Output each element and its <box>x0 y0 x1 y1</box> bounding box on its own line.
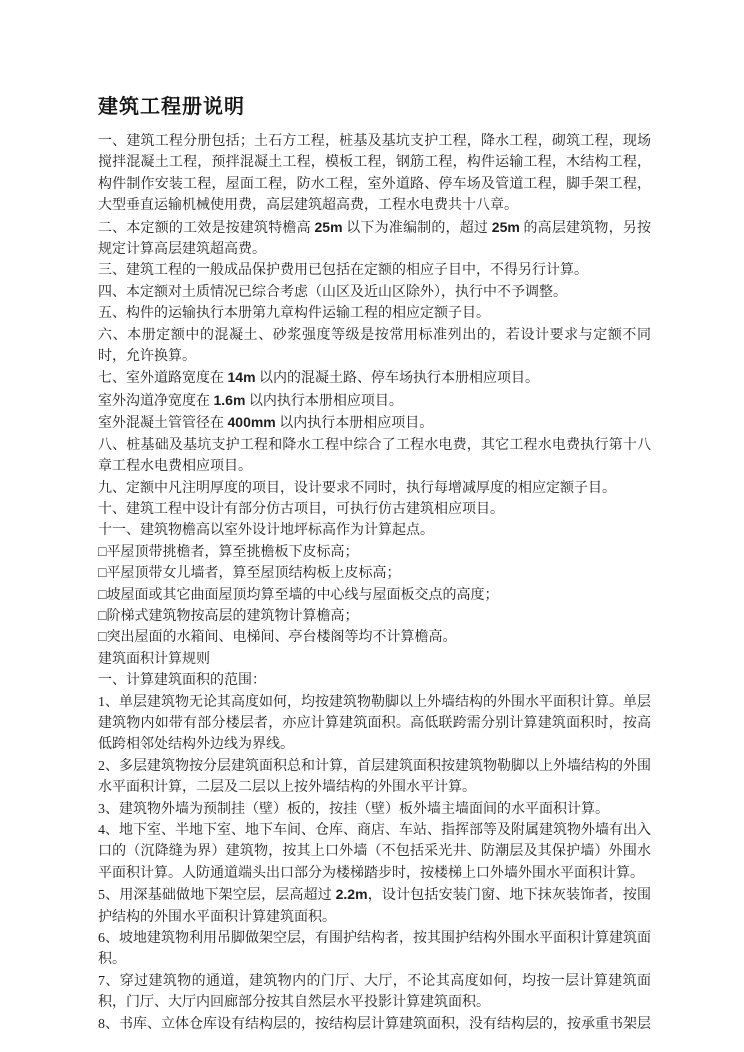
eave-height-rule-3 <box>98 585 651 606</box>
spec-note-11-eave-datum <box>98 520 651 541</box>
document-body <box>98 131 651 1035</box>
spec-note-08-water-electricity-fee <box>98 435 651 478</box>
eave-height-rule-5 <box>98 627 651 648</box>
text-run: □平屋顶带女儿墙者，算至屋顶结构板上皮标高； <box>98 566 401 582</box>
text-run: 室外沟道净宽度在 <box>98 393 214 409</box>
measurement-value: 1.6m <box>213 391 246 408</box>
spec-note-07-ditch-width <box>98 390 651 412</box>
document-page <box>98 90 651 1035</box>
measurement-value: 2.2m <box>335 886 368 903</box>
text-run: 九、定额中凡注明厚度的项目，设计要求不同时，执行每增减厚度的相应定额子目。 <box>98 480 616 496</box>
area-rule-4 <box>98 820 651 884</box>
text-run: 五、构件的运输执行本册第九章构件运输工程的相应定额子目。 <box>98 306 490 322</box>
measurement-value: 400mm <box>227 414 276 431</box>
text-run: 十、建筑工程中设计有部分仿古项目，可执行仿古建筑相应项目。 <box>98 501 504 517</box>
text-run: 八、桩基础及基坑支护工程和降水工程中综合了工程水电费，其它工程水电费执行第十八章工程水电费相应项目。 <box>98 437 651 475</box>
spec-note-07-pipe-diameter <box>98 412 651 434</box>
text-run: 4、地下室、半地下室、地下车间、仓库、商店、车站、指挥部等及附属建筑物外墙有出入口的（沉降缝为界）建筑物，按其上口外墙（不包括采光井、防潮层及其保护墙）外围水平面积计算。人防通道端头出口部分为楼梯踏步时，按楼梯上口外墙外围水平面积计算。 <box>98 823 651 881</box>
text-run: □平屋顶带挑檐者，算至挑檐板下皮标高； <box>98 544 359 560</box>
text-run: 的高层建筑物，另按规定计算高层建筑超高费。 <box>98 220 651 258</box>
text-run: 四、本定额对土质情况已综合考虑（山区及近山区除外），执行中不予调整。 <box>98 284 567 300</box>
text-run: 室外混凝土管管径在 <box>98 416 228 432</box>
text-run: 三、建筑工程的一般成品保护费用已包括在定额的相应子目中，不得另行计算。 <box>98 263 588 279</box>
measurement-value: 25m <box>491 218 520 235</box>
section-heading-area-rules <box>98 649 651 670</box>
spec-note-01-scope <box>98 131 651 217</box>
document-title: 建筑工程册说明 <box>98 96 245 118</box>
area-rule-1 <box>98 692 651 756</box>
text-run: 以内执行本册相应项目。 <box>275 416 434 432</box>
spec-note-07-road-width <box>98 367 651 389</box>
area-rule-7 <box>98 971 651 1014</box>
text-run: 2、多层建筑物按分层建筑面积总和计算，首层建筑面积按建筑物勒脚以上外墙结构的外围水平面积计算，二层及二层以上按外墙结构的外围水平计算。 <box>98 758 651 796</box>
area-scope-intro <box>98 670 651 691</box>
spec-note-09-thickness <box>98 478 651 499</box>
eave-height-rule-2 <box>98 563 651 584</box>
text-run: 建筑面积计算规则 <box>98 651 210 667</box>
text-run: 5、用深基础做地下架空层，层高超过 <box>98 888 336 904</box>
text-run: 十一、建筑物檐高以室外设计地坪标高作为计算起点。 <box>98 523 434 539</box>
text-run: 以内执行本册相应项目。 <box>245 393 403 409</box>
text-run: 7、穿过建筑物的通道，建筑物内的门厅、大厅，不论其高度如何，均按一层计算建筑面积，门厅、大厅内回廊部分按其自然层水平投影计算建筑面积。 <box>98 973 651 1011</box>
text-run: 二、本定额的工效是按建筑特檐高 <box>98 220 315 236</box>
text-run: 以下为准编制的，超过 <box>342 220 492 236</box>
spec-note-03-product-protection <box>98 260 651 281</box>
area-rule-3 <box>98 799 651 820</box>
text-run: 以内的混凝土路、停车场执行本册相应项目。 <box>255 371 540 387</box>
measurement-value: 14m <box>227 369 256 386</box>
spec-note-04-soil-condition <box>98 282 651 303</box>
text-run: 一、计算建筑面积的范围： <box>98 673 266 689</box>
area-rule-2 <box>98 756 651 799</box>
spec-note-10-antique-style <box>98 499 651 520</box>
spec-note-06-concrete-grade <box>98 325 651 368</box>
eave-height-rule-4 <box>98 606 651 627</box>
text-run: 3、建筑物外墙为预制挂（壁）板的，按挂（壁）板外墙主墙面间的水平面积计算。 <box>98 801 609 817</box>
text-run: 8、书库、立体仓库设有结构层的，按结构层计算建筑面积，没有结构层的，按承重书架层 <box>98 1016 651 1032</box>
spec-note-05-component-transport <box>98 303 651 324</box>
text-run: □坡屋面或其它曲面屋顶均算至墙的中心线与屋面板交点的高度； <box>98 587 499 603</box>
text-run: 七、室外道路宽度在 <box>98 371 228 387</box>
text-run: 六、本册定额中的混凝土、砂浆强度等级是按常用标准列出的，若设计要求与定额不同时，允许换算。 <box>98 327 651 365</box>
text-run: 一、建筑工程分册包括；土石方工程，桩基及基坑支护工程，降水工程，砌筑工程，现场搅拌混凝土工程，预拌混凝土工程，模板工程，钢筋工程，构件运输工程，木结构工程，构件制作安装工程，屋面工程，防水工程，室外道路、停车场及管道工程，脚手架工程，大型垂直运输机械使用费，高层建筑超高费，工程水电费共十八章。 <box>98 134 651 214</box>
area-rule-6 <box>98 928 651 971</box>
text-run: □阶梯式建筑物按高层的建筑物计算檐高； <box>98 608 359 624</box>
text-run: ，设计包括安装门窗、地下抹灰装饰者，按围护结构的外围水平面积计算建筑面积。 <box>98 888 652 925</box>
spec-note-02-eave-height <box>98 217 651 261</box>
area-rule-5 <box>98 884 651 928</box>
text-run: 1、单层建筑物无论其高度如何，均按建筑物勒脚以上外墙结构的外围水平面积计算。单层建筑物内如带有部分楼层者，亦应计算建筑面积。高低联跨需分别计算建筑面积时，按高低跨相邻处结构外边线为界线。 <box>98 694 651 753</box>
eave-height-rule-1 <box>98 542 651 563</box>
area-rule-8 <box>98 1014 651 1035</box>
text-run: □突出屋面的水箱间、电梯间、亭台楼阁等均不计算檐高。 <box>98 630 457 646</box>
text-run: 6、坡地建筑物利用吊脚做架空层，有围护结构者，按其围护结构外围水平面积计算建筑面积。 <box>98 931 651 968</box>
measurement-value: 25m <box>314 218 343 235</box>
